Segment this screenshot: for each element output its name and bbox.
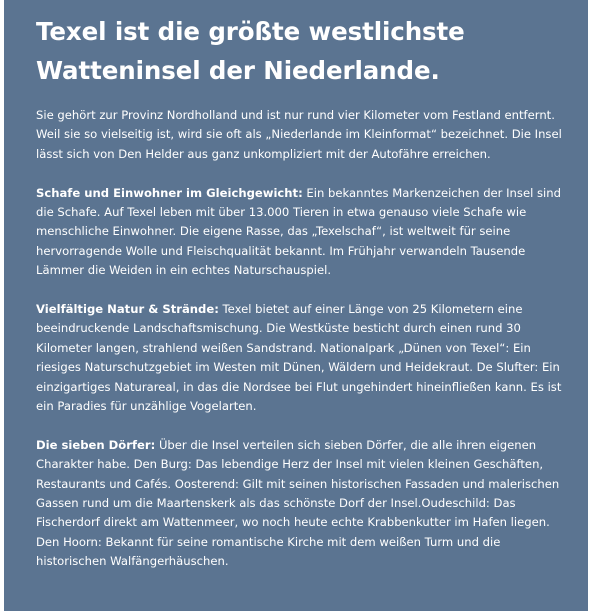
section-villages	[36, 436, 564, 572]
section-nature-heading: Vielfältige Natur & Strände:	[36, 302, 219, 317]
section-nature	[36, 300, 564, 416]
page-title: Texel ist die größte westlichste Watteninsel der Niederlande.	[36, 17, 465, 85]
section-sheep-text: Ein bekanntes Markenzeichen der Insel sind die Schafe. Auf Texel leben mit über 13.000 Tieren in etwa genauso viele Schafe wie menschliche Einwohner. Die eigene Rasse, das „Texelschaf“, ist weltweit für seine hervorragende Wolle und Fleischqualität bekannt. Im Frühjahr verwandeln Tausende Lämmer die Weiden in ein echtes Naturschauspiel.	[36, 185, 561, 278]
section-villages-text: Über die Insel verteilen sich sieben Dörfer, die alle ihren eigenen Charakter habe. Den Burg: Das lebendige Herz der Insel mit vielen kleinen Geschäften, Restaurants und Cafés. Oosterend: Gilt mit seinen historischen Fassaden und malerischen Gassen rund um die Maartenskerk als das schönste Dorf der Insel.Oudeschild: Das Fischerdorf direkt am Wattenmeer, wo noch heute echte Krabbenkutter im Hafen liegen. Den Hoorn: Bekannt für seine romantische Kirche mit dem weißen Turm und die historischen Walfängerhäuschen.	[36, 437, 560, 569]
section-sheep-heading: Schafe und Einwohner im Gleichgewicht:	[36, 185, 303, 200]
section-nature-text: Texel bietet auf einer Länge von 25 Kilometern eine beeindruckende Landschaftsmischung. Die Westküste besticht durch einen rund 30 Kilometer langen, strahlend weißen Sandstrand. Nationalpark „Dünen von Texel“: Ein riesiges Naturschutzgebiet im Westen mit Dünen, Wäldern und Heidekraut. De Slufter: Ein einzigartiges Naturareal, in das die Nordsee bei Flut ungehindert hineinfließen kann. Es ist ein Paradies für unzählige Vogelarten.	[36, 302, 562, 414]
section-villages-heading: Die sieben Dörfer:	[36, 437, 156, 452]
intro-paragraph: Sie gehört zur Provinz Nordholland und ist nur rund vier Kilometer vom Festland entfernt. Weil sie so vielseitig ist, wird sie oft als „Niederlande im Kleinformat“ bezeichnet. Die Insel lässt sich von Den Helder aus ganz unkompliziert mit der Autofähre erreichen.	[36, 108, 562, 161]
section-sheep	[36, 184, 564, 281]
info-panel	[4, 0, 588, 611]
